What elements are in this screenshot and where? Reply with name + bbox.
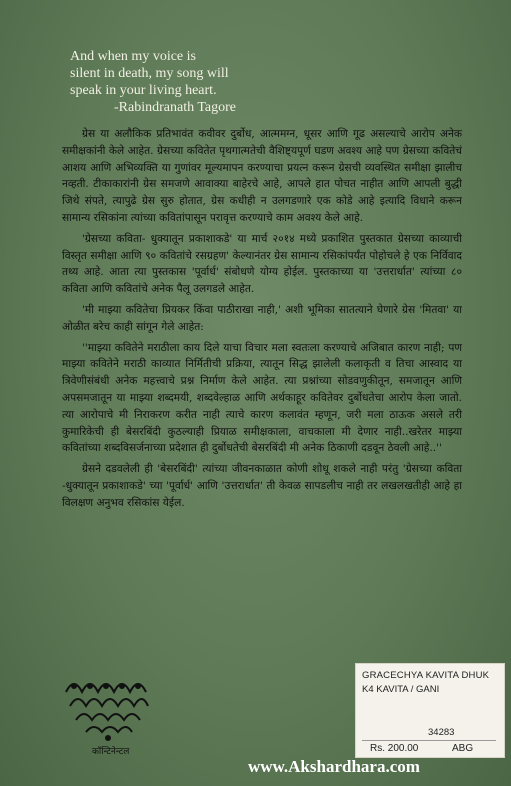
sticker-tag: ABG	[452, 743, 474, 754]
blurb-quote: ''माझ्या कवितेने मराठीला काय दिले याचा विचार मला स्वतःला करण्याचे अजिबात कारण नाही; पण माझ्या कवितेने मराठी काव्यात निर्मितीची प्रक्रिया, त्यातून सिद्ध झालेली कलाकृती व तिचा आस्वाद या त्रिवेणीसंबंधी अनेक महत्त्वाचे प्रश्न निर्माण केले आहेत. त्या प्रश्नांच्या सोडवणुकीतून, समजातून आणि अपसमजातून या माझ्या शब्दमयी, शब्दवेल्हाळ आणि अर्थकाहूर कवितेवर दुर्बोधतेचा आरोप केला जातो. त्या आरोपाचे मी निराकरण करीत नाही त्याचे कारण कलावंत म्हणून, जरी मला ठाऊक असले तरी कुमारिकेची ही बेसरबिंदी कुठल्याही प्रियाळ समीक्षकाला, वाचकाला मी देणार नाही..खरेतर माझ्या कवितांच्या शब्दविसर्जनाच्या प्रदेशात ही दुर्बोधतेची बेसरबिंदी मी अनेक ठिकाणी दडवून ठेवली आहे..''	[62, 341, 462, 455]
epigraph-line: And when my voice is	[70, 49, 196, 64]
sticker-title-line2: K4 KAVITA / GANI	[362, 684, 440, 695]
epigraph	[70, 48, 330, 116]
blurb-paragraph: 'ग्रेसच्या कविता- धुक्यातून प्रकाशाकडे' या मार्च २०१४ मध्ये प्रकाशित पुस्तकात ग्रेसच्या काव्याची विस्तृत समीक्षा आणि ९० कवितांचे रसग्रहण' केल्यानंतर ग्रेस सामान्य रसिकांपर्यंत पोहोचले हे एक निर्विवाद तथ्य आहे. आता त्या पुस्तकास 'पूर्वार्ध' संबोधणे योग्य होईल. पुस्तकाच्या या 'उत्तरार्धात' त्यांच्या ८० कविता आणि कवितांचे अनेक पैलू उलगडले आहेत.	[62, 232, 462, 296]
sticker-title-line1: GRACECHYA KAVITA DHUK	[362, 670, 490, 681]
blurb-paragraph: 'मी माझ्या कवितेचा प्रियकर किंवा पाठीराखा नाही,' अशी भूमिका सातत्याने घेणारे ग्रेस 'मितवा' या ओळीत बरेच काही सांगून गेले आहेत:	[62, 303, 462, 333]
website-watermark: www.Akshardhara.com	[248, 757, 420, 776]
epigraph-line: speak in your living heart.	[70, 83, 217, 98]
sticker-divider	[362, 740, 496, 741]
price-sticker	[355, 663, 505, 758]
blurb-text	[62, 126, 462, 516]
blurb-paragraph: ग्रेसने दडवलेली ही 'बेसरबिंदी' त्यांच्या जीवनकाळात कोणी शोधू शकले नाही परंतु 'ग्रेसच्या कविता -धुक्यातून प्रकाशाकडे' च्या 'पूर्वार्ध' आणि 'उत्तरार्धात' ती केवळ सापडलीच नाही तर लखलखतीही आहे हा विलक्षण अनुभव रसिकांस येईल.	[62, 463, 462, 509]
sticker-code: 34283	[428, 727, 455, 738]
epigraph-line: silent in death, my song will	[70, 66, 229, 81]
sticker-price: Rs. 200.00	[370, 743, 419, 754]
blurb-paragraph: ग्रेस या अलौकिक प्रतिभावंत कवीवर दुर्बोध, आत्ममग्न, धूसर आणि गूढ असल्याचे आरोप अनेक समीक्षकांनी केले आहेत. ग्रेसच्या कवितेत पृथगात्मतेची वैशिष्ट्यपूर्ण घडण अवश्य आहे पण ग्रेसच्या कवितेचं आशय आणि अभिव्यक्ति या गुणांवर मूल्यमापन करण्याचा प्रयत्न करून ग्रेसची व्यवस्थित समीक्षा झालीच नव्हती. टीकाकारांनी ग्रेस समजणे आवाक्या बाहेरचे आहे, आपले हात पोचत नाहीत आणि आपली बुद्धी जिथे संपते, त्यापुढे ग्रेस सुरु होतात, ग्रेस कधीही न उलगडणारे एक कोडे आहे इत्यादि विधाने करून सामान्य रसिकांना त्यांच्या कवितांपासून परावृत्त करण्याचे काम अवश्य केले आहे.	[62, 128, 462, 224]
epigraph-author: -Rabindranath Tagore	[114, 100, 236, 115]
publisher-name: कॉन्टिनेन्टल	[92, 747, 130, 757]
